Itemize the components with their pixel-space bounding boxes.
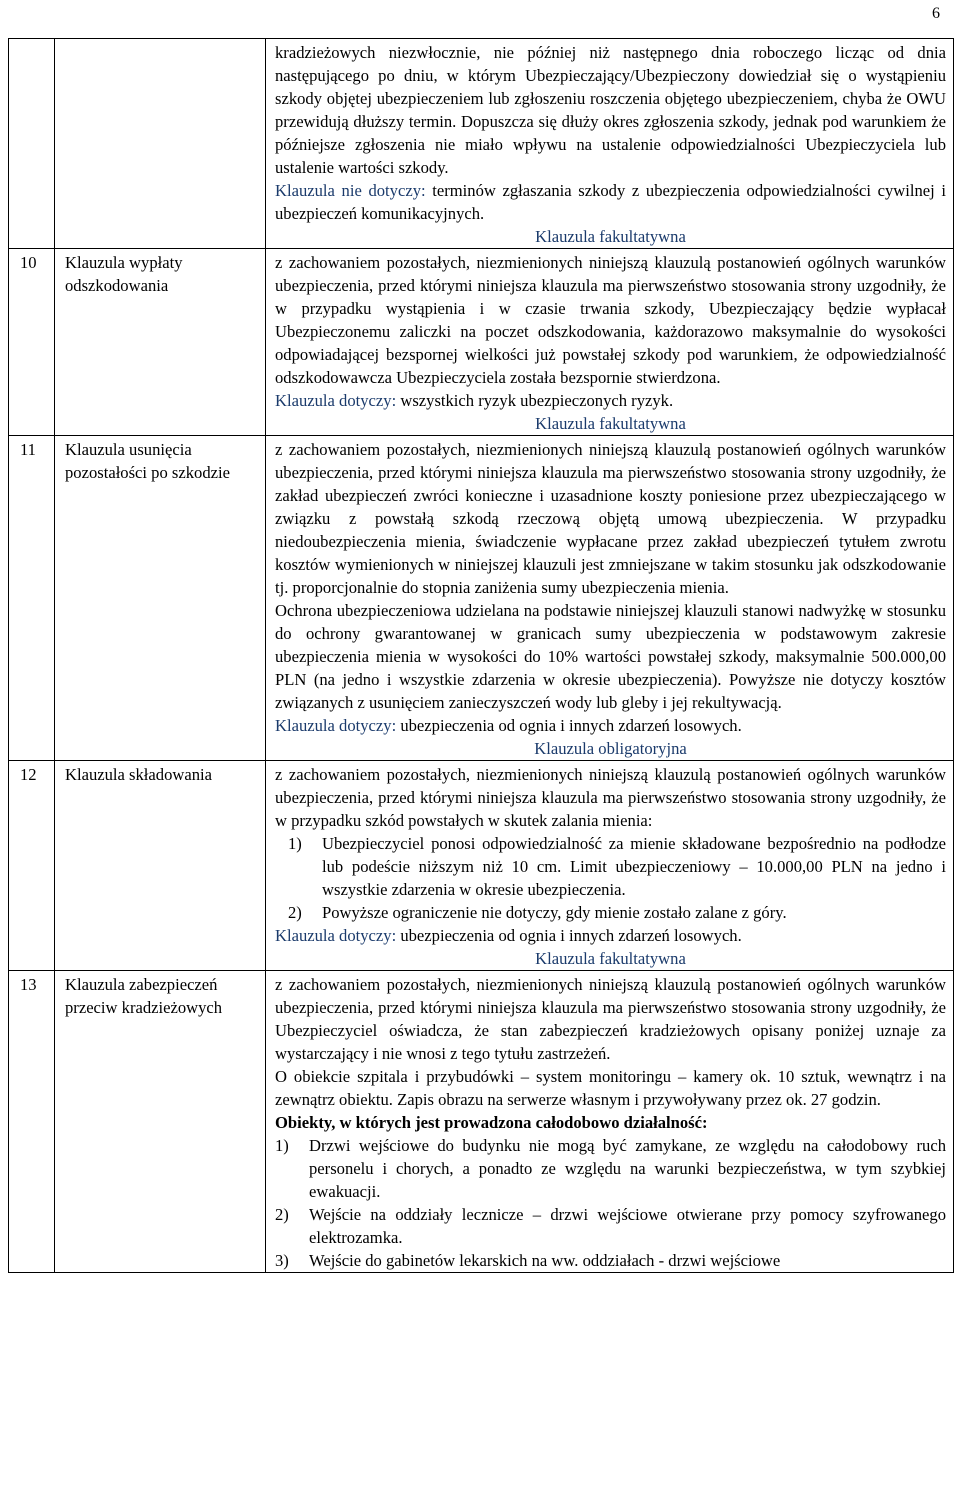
applies-label: Klauzula dotyczy: — [275, 391, 397, 410]
clause-body-cell — [266, 436, 954, 761]
table-row — [9, 249, 954, 436]
clause-paragraph: O obiekcie szpitala i przybudówki – system monitoringu – kamery ok. 10 sztuk, wewnątrz i na zewnątrz obiektu. Zapis obrazu na serwerze własnym i przywoływany przez ok. 27 godzin. — [275, 1067, 946, 1109]
clause-body-cell — [266, 249, 954, 436]
clause-applies: Klauzula dotyczy: ubezpieczenia od ognia i innych zdarzeń losowych. — [275, 926, 742, 945]
applies-label: Klauzula dotyczy: — [275, 926, 397, 945]
clause-body-cell — [266, 39, 954, 249]
clause-list — [275, 1134, 946, 1272]
table-row — [9, 971, 954, 1273]
clause-paragraph: z zachowaniem pozostałych, niezmienionych niniejszą klauzulą postanowień ogólnych warunków ubezpieczenia, przed którymi niniejsza klauzula ma pierwszeństwo stosowania strony uzgodniły, że zakład ubezpieczeń zwróci konieczne i uzasadnione koszty poniesione przez ubezpieczającego w związku z powstałą szkodą rzeczową objętą umową ubezpieczenia. W przypadku niedoubezpieczenia mienia, świadczenie wypłacane przez zakład ubezpieczeń tytułem zwrotu kosztów wymienionych w niniejszej klauzuli jest zmniejszane w takim stosunku jak odszkodowanie tj. proporcjonalnie do stopnia zaniżenia sumy ubezpieczenia mienia. — [275, 440, 946, 597]
clause-paragraph: z zachowaniem pozostałych, niezmienionych niniejszą klauzulą postanowień ogólnych warunków ubezpieczenia, przed którymi niniejsza klauzula ma pierwszeństwo stosowania strony uzgodniły, że Ubezpieczyciel oświadcza, że stan zabezpieczeń kradzieżowych opisany poniżej uznaje za wystarczający i nie wnosi z tego tytułu zastrzeżeń. — [275, 975, 946, 1063]
list-item: 1) Ubezpieczyciel ponosi odpowiedzialność za mienie składowane bezpośrednio na podłodze lub podeście niższym niż 10 cm. Limit ubezpieczeniowy – 10.000,00 PLN na jedno i wszystkie zdarzenia w okresie ubezpieczenia. — [288, 834, 946, 899]
applies-label: Klauzula nie dotyczy: — [275, 181, 426, 200]
clause-body-cell — [266, 971, 954, 1273]
clause-number-cell: 12 — [9, 761, 55, 971]
clause-number-cell: 10 — [9, 249, 55, 436]
clause-number-cell — [9, 39, 55, 249]
clause-number-cell: 11 — [9, 436, 55, 761]
clause-type-label: Klauzula fakultatywna — [535, 949, 686, 968]
clause-name-cell: Klauzula usunięcia pozostałości po szkodzie — [55, 436, 266, 761]
table-row — [9, 39, 954, 249]
clause-applies: Klauzula dotyczy: wszystkich ryzyk ubezpieczonych ryzyk. — [275, 391, 674, 410]
clause-list — [275, 832, 946, 924]
table-row — [9, 761, 954, 971]
applies-label: Klauzula dotyczy: — [275, 716, 397, 735]
clause-paragraph: Ochrona ubezpieczeniowa udzielana na podstawie niniejszej klauzuli stanowi nadwyżkę w stosunku do ochrony gwarantowanej w granicach sumy ubezpieczenia w podstawowym zakresie ubezpieczenia mienia w wysokości do 10% wartości powstałej szkody, maksymalnie 500.000,00 PLN (na jedno i wszystkie zdarzenia w okresie ubezpieczenia). Powyższe nie dotyczy kosztów związanych z usunięciem zanieczyszczeń wody lub gleby i jej rekultywacją. — [275, 601, 946, 712]
list-item: 2) Wejście na oddziały lecznicze – drzwi wejściowe otwierane przy pomocy szyfrowanego elektrozamka. — [275, 1205, 946, 1247]
clause-name-cell: Klauzula zabezpieczeń przeciw kradzieżowych — [55, 971, 266, 1273]
clause-applies: Klauzula dotyczy: ubezpieczenia od ognia i innych zdarzeń losowych. — [275, 716, 742, 735]
clauses-table — [8, 38, 954, 1273]
clause-name-cell: Klauzula wypłaty odszkodowania — [55, 249, 266, 436]
clause-paragraph: z zachowaniem pozostałych, niezmienionych niniejszą klauzulą postanowień ogólnych warunków ubezpieczenia, przed którymi niniejsza klauzula ma pierwszeństwo stosowania strony uzgodniły, że w przypadku wystąpienia i w czasie trwania szkody, Ubezpieczający będzie wypłacał Ubezpieczonemu zaliczki na poczet odszkodowania, każdorazowo maksymalnie do wysokości odpowiadającej bezspornej wielkości już powstałej szkody pod warunkiem, że odpowiedzialność odszkodowawcza Ubezpieczyciela została bezspornie stwierdzona. — [275, 253, 946, 387]
table-row — [9, 436, 954, 761]
clause-type-label: Klauzula obligatoryjna — [534, 739, 687, 758]
list-item: 2) Powyższe ograniczenie nie dotyczy, gdy mienie zostało zalane z góry. — [288, 903, 787, 922]
clause-name-cell — [55, 39, 266, 249]
clause-paragraph: kradzieżowych niezwłocznie, nie później niż następnego dnia roboczego licząc od dnia następującego po dniu, w którym Ubezpieczający/Ubezpieczony dowiedział się o wystąpieniu szkody objętej ubezpieczeniem lub zgłoszeniu roszczenia objętego ubezpieczeniem, chyba że OWU przewidują dłuższy termin. Dopuszcza się dłuży okres zgłoszenia szkody, jednak pod warunkiem że późniejsze zgłoszenia nie miało wpływu na ustalenie odpowiedzialności Ubezpieczyciela lub ustalenie wartości szkody. — [275, 43, 946, 177]
objects-heading: Obiekty, w których jest prowadzona całodobowo działalność: — [275, 1113, 708, 1132]
clause-paragraph: z zachowaniem pozostałych, niezmienionych niniejszą klauzulą postanowień ogólnych warunków ubezpieczenia, przed którymi niniejsza klauzula ma pierwszeństwo stosowania strony uzgodniły, że w przypadku szkód powstałych w skutek zalania mienia: — [275, 765, 946, 830]
clause-number-cell: 13 — [9, 971, 55, 1273]
clause-type-label: Klauzula fakultatywna — [535, 227, 686, 246]
clause-name-cell: Klauzula składowania — [55, 761, 266, 971]
list-item: 1) Drzwi wejściowe do budynku nie mogą być zamykane, ze względu na całodobowy ruch personelu i chorych, a ponadto ze względu na warunki bezpieczeństwa, w tym szybkiej ewakuacji. — [275, 1136, 946, 1201]
clause-body-cell — [266, 761, 954, 971]
clause-type-label: Klauzula fakultatywna — [535, 414, 686, 433]
page-number: 6 — [932, 5, 940, 22]
list-item: 3) Wejście do gabinetów lekarskich na ww. oddziałach - drzwi wejściowe — [275, 1251, 781, 1270]
clause-applies: Klauzula nie dotyczy: terminów zgłaszania szkody z ubezpieczenia odpowiedzialności cywilnej i ubezpieczeń komunikacyjnych. — [275, 181, 946, 223]
